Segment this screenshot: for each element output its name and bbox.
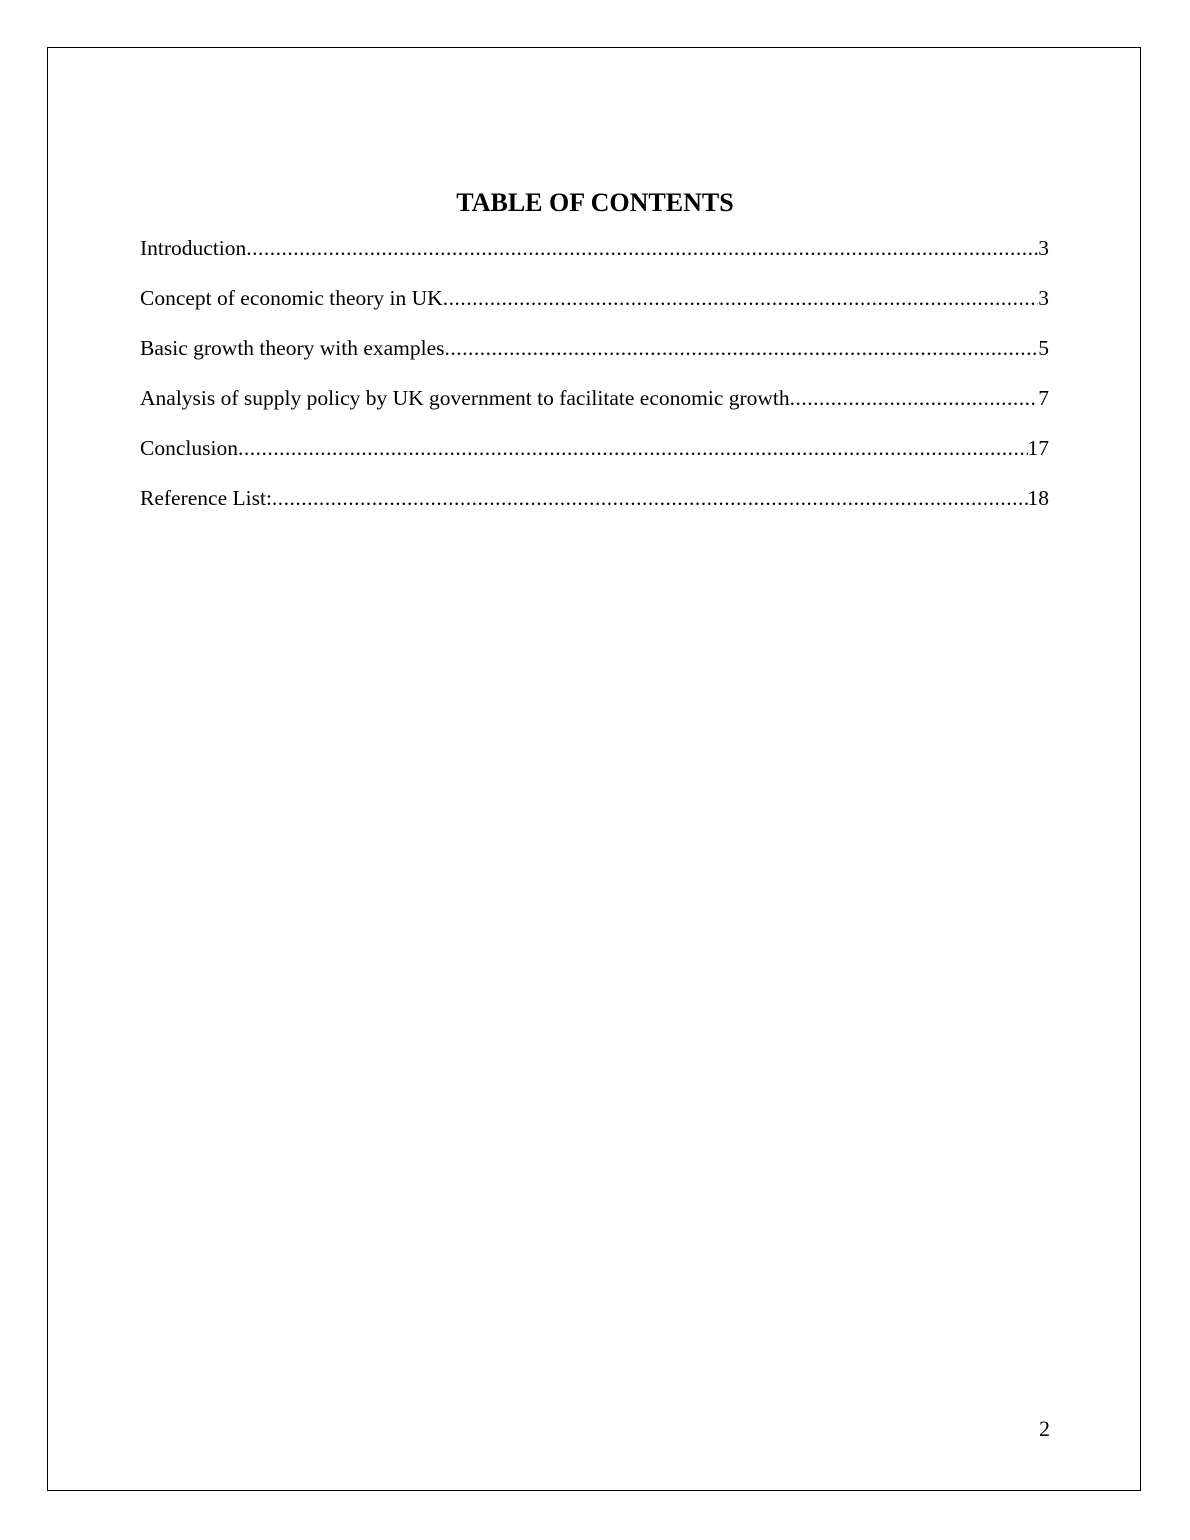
- toc-entry-label: Basic growth theory with examples: [140, 336, 445, 360]
- toc-entry-analysis-of-supply-policy[interactable]: [140, 383, 1049, 433]
- toc-entry-conclusion[interactable]: [140, 433, 1049, 483]
- toc-entry-introduction[interactable]: [140, 233, 1049, 283]
- toc-entry-reference-list[interactable]: [140, 483, 1049, 533]
- toc-entry-page: 17: [1027, 436, 1049, 460]
- toc-entry-concept-of-economic-theory[interactable]: [140, 283, 1049, 333]
- toc-dot-leader: [445, 333, 1039, 363]
- toc-entry-label: Analysis of supply policy by UK government to facilitate economic growth: [140, 386, 790, 410]
- toc-entry-page: 5: [1038, 336, 1049, 360]
- toc-entry-label: Reference List:: [140, 486, 272, 510]
- toc-dot-leader: [790, 383, 1039, 413]
- toc-entry-label: Introduction: [140, 236, 247, 260]
- toc-entry-label: Conclusion: [140, 436, 238, 460]
- toc-entry-page: 3: [1038, 286, 1049, 310]
- toc-dot-leader: [272, 483, 1028, 513]
- toc-entry-label: Concept of economic theory in UK: [140, 286, 443, 310]
- toc-entry-page: 18: [1027, 486, 1049, 510]
- toc-entry-basic-growth-theory[interactable]: [140, 333, 1049, 383]
- toc-entry-page: 7: [1038, 386, 1049, 410]
- toc-entry-page: 3: [1038, 236, 1049, 260]
- toc-title: TABLE OF CONTENTS: [456, 188, 734, 217]
- toc-list: [140, 233, 1049, 533]
- page-number: 2: [1039, 1416, 1050, 1441]
- toc-dot-leader: [246, 233, 1038, 263]
- toc-dot-leader: [443, 283, 1039, 313]
- toc-dot-leader: [238, 433, 1028, 463]
